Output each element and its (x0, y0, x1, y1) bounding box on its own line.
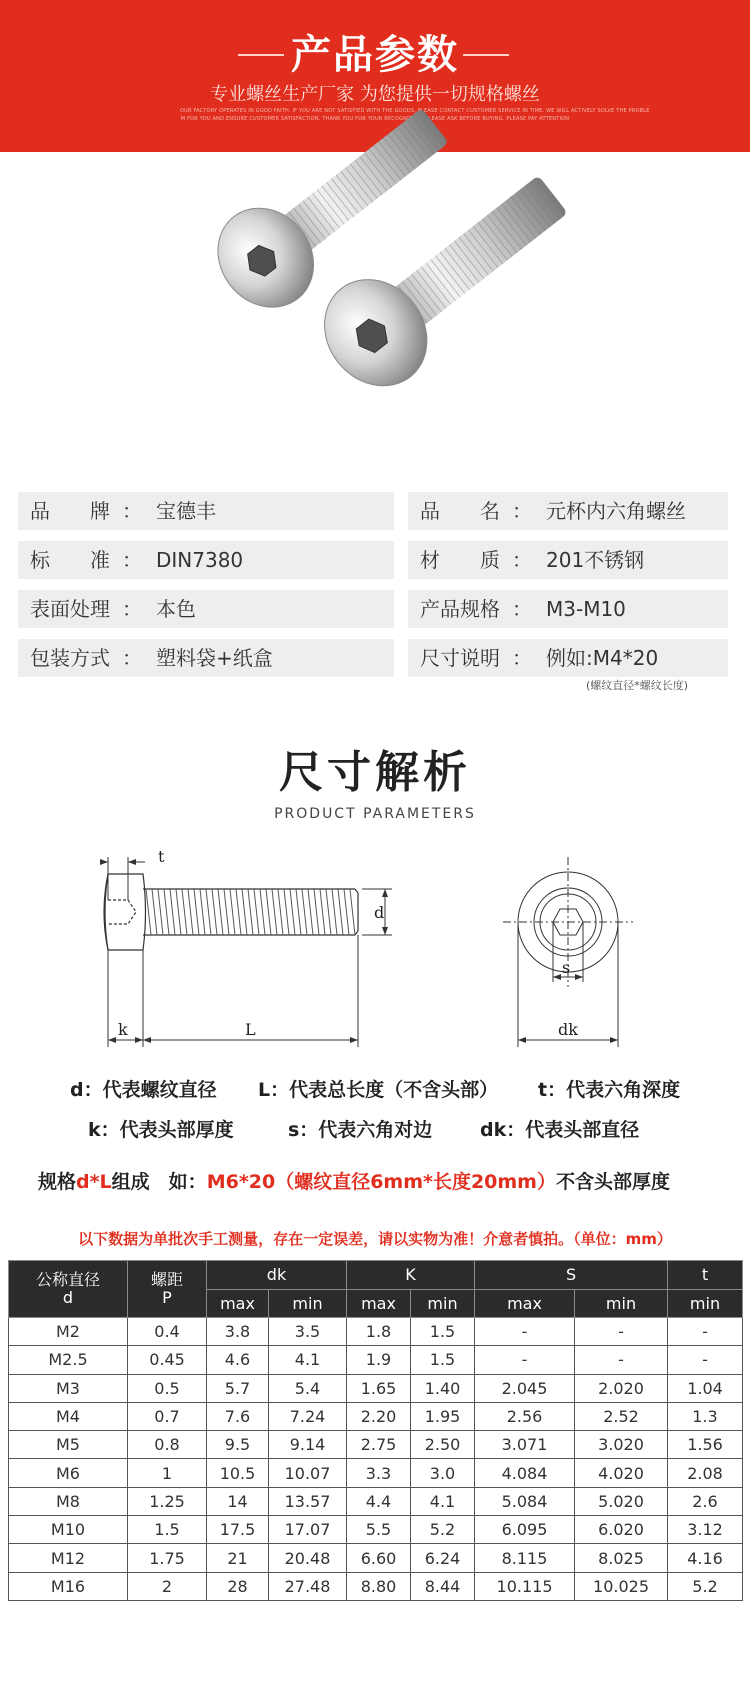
table-cell: 3.8 (207, 1318, 269, 1346)
table-cell: 9.5 (207, 1431, 269, 1459)
spec-material-value: 201不锈钢 (546, 548, 645, 572)
dimension-labels (118, 847, 578, 1039)
table-cell: 2.75 (347, 1431, 411, 1459)
table-cell: 20.48 (269, 1544, 347, 1572)
legend-t: t：代表六角深度 (538, 1079, 681, 1101)
table-row (9, 1516, 743, 1544)
label-dk: dk (558, 1020, 578, 1039)
table-cell: 1.95 (411, 1402, 475, 1430)
table-cell: 5.2 (411, 1516, 475, 1544)
th-s-min: min (575, 1290, 668, 1318)
header-fineprint-1: OUR FACTORY OPERATES IN GOOD FAITH. IF YOU ARE NOT SATISFIED WITH THE GOODS, PLEASE CONTACT CUSTOMER SERVICE IN TIME. WE WILL ACTIVELY SOLVE THE PROBLE (180, 108, 650, 114)
table-cell: 4.16 (668, 1544, 743, 1572)
th-t-min: min (668, 1290, 743, 1318)
title-rule-right (463, 54, 509, 56)
table-cell: 1.5 (411, 1346, 475, 1374)
th-pitch-sub: P (162, 1288, 172, 1307)
table-cell: 4.020 (575, 1459, 668, 1487)
spec-colon: ： (122, 646, 142, 670)
table-row (9, 1318, 743, 1346)
table-cell: 2.020 (575, 1374, 668, 1402)
table-cell: M10 (9, 1516, 128, 1544)
dimension-title: 尺寸解析 (279, 747, 471, 798)
table-cell: 1.8 (347, 1318, 411, 1346)
th-dk-min: min (269, 1290, 347, 1318)
table-cell: - (475, 1318, 575, 1346)
th-t: t (668, 1261, 743, 1290)
legend-k: k：代表头部厚度 (88, 1119, 234, 1141)
product-photo (190, 175, 570, 440)
spec-colon: ： (122, 597, 142, 621)
th-s-max: max (475, 1290, 575, 1318)
title-rule-left (238, 54, 284, 56)
table-cell: 3.5 (269, 1318, 347, 1346)
table-cell: - (475, 1346, 575, 1374)
table-cell: 2.045 (475, 1374, 575, 1402)
spec-colon: ： (512, 499, 532, 523)
table-cell: 10.5 (207, 1459, 269, 1487)
spec-size-desc-value: 例如:M4*20 (546, 646, 659, 670)
table-cell: 10.115 (475, 1572, 575, 1600)
legend-row-2 (0, 1115, 750, 1139)
table-row (9, 1459, 743, 1487)
table-cell: 2.20 (347, 1402, 411, 1430)
table-cell: M3 (9, 1374, 128, 1402)
table-cell: 1.65 (347, 1374, 411, 1402)
header-title-row (0, 30, 750, 80)
table-cell: M6 (9, 1459, 128, 1487)
spec-size-range-label: 产品规格 (420, 597, 500, 621)
table-cell: 14 (207, 1487, 269, 1515)
dimension-subtitle: PRODUCT PARAMETERS (274, 806, 476, 822)
table-cell: - (668, 1346, 743, 1374)
table-row (9, 1572, 743, 1600)
legend-d: d：代表螺纹直径 (70, 1079, 217, 1101)
spec-surface-value: 本色 (156, 597, 196, 621)
table-cell: 1.5 (411, 1318, 475, 1346)
spec-standard-value: DIN7380 (156, 548, 244, 572)
th-k-min: min (411, 1290, 475, 1318)
th-dk-max: max (207, 1290, 269, 1318)
label-t: t (158, 847, 165, 866)
spec-name-label: 品 名 (420, 499, 500, 523)
spec-material-label: 材 质 (420, 548, 500, 572)
format-example-value: M6*20（螺纹直径6mm*长度20mm） (206, 1171, 556, 1193)
table-cell: 6.60 (347, 1544, 411, 1572)
table-cell: 10.025 (575, 1572, 668, 1600)
table-cell: 2 (128, 1572, 207, 1600)
table-cell: 2.6 (668, 1487, 743, 1515)
page-title: 产品参数 (291, 32, 459, 78)
th-pitch (128, 1261, 207, 1318)
th-nominal (9, 1261, 128, 1318)
spec-size-desc-label: 尺寸说明 (420, 646, 500, 670)
dimension-drawing (0, 847, 750, 1062)
legend-row-1 (0, 1075, 750, 1099)
arrowheads (100, 859, 618, 1043)
spec-name-value: 元杯内六角螺丝 (546, 499, 686, 523)
table-cell: 3.12 (668, 1516, 743, 1544)
table-cell: 4.1 (269, 1346, 347, 1374)
table-cell: 3.3 (347, 1459, 411, 1487)
table-cell: 3.020 (575, 1431, 668, 1459)
table-cell: 8.115 (475, 1544, 575, 1572)
table-cell: 1.3 (668, 1402, 743, 1430)
side-view (104, 874, 358, 950)
table-row (9, 1544, 743, 1572)
table-cell: 1.5 (128, 1516, 207, 1544)
legend-L: L：代表总长度（不含头部） (258, 1079, 499, 1101)
table-cell: 1.40 (411, 1374, 475, 1402)
spec-size-range (408, 590, 728, 628)
table-cell: 21 (207, 1544, 269, 1572)
spec-surface (18, 590, 394, 628)
label-d: d (374, 903, 385, 922)
spec-standard (18, 541, 394, 579)
format-prefix: 规格 (38, 1171, 77, 1193)
spec-brand-value: 宝德丰 (156, 499, 216, 523)
table-row (9, 1374, 743, 1402)
table-cell: 8.80 (347, 1572, 411, 1600)
table-cell: M12 (9, 1544, 128, 1572)
label-k: k (118, 1020, 128, 1039)
measurement-warning: 以下数据为单批次手工测量，存在一定误差，请以实物为准！介意者慎拍。（单位：mm） (78, 1230, 672, 1248)
table-row (9, 1402, 743, 1430)
table-cell: 4.084 (475, 1459, 575, 1487)
format-dl: d*L (76, 1171, 112, 1193)
th-dk: dk (207, 1261, 347, 1290)
table-cell: 10.07 (269, 1459, 347, 1487)
spec-standard-label: 标 准 (30, 548, 110, 572)
table-cell: 2.52 (575, 1402, 668, 1430)
table-cell: 27.48 (269, 1572, 347, 1600)
table-cell: - (575, 1318, 668, 1346)
spec-surface-label: 表面处理 (30, 597, 110, 621)
table-cell: M8 (9, 1487, 128, 1515)
table-cell: 17.07 (269, 1516, 347, 1544)
table-cell: M5 (9, 1431, 128, 1459)
table-cell: 6.020 (575, 1516, 668, 1544)
table-cell: 1 (128, 1459, 207, 1487)
format-suffix: 不含头部厚度 (555, 1171, 670, 1193)
th-nominal-sub: d (62, 1288, 74, 1307)
table-cell: - (668, 1318, 743, 1346)
spec-packaging (18, 639, 394, 677)
table-cell: 0.45 (128, 1346, 207, 1374)
table-cell: 4.1 (411, 1487, 475, 1515)
th-pitch-label: 螺距 (150, 1270, 183, 1289)
spec-size-desc-note: (螺纹直径*螺纹长度) (586, 679, 689, 692)
table-row (9, 1346, 743, 1374)
spec-colon: ： (512, 646, 532, 670)
table-cell: M16 (9, 1572, 128, 1600)
table-cell: 6.24 (411, 1544, 475, 1572)
spec-colon: ： (122, 499, 142, 523)
th-k: K (347, 1261, 475, 1290)
table-cell: 1.25 (128, 1487, 207, 1515)
table-cell: 0.5 (128, 1374, 207, 1402)
th-s: S (475, 1261, 668, 1290)
table-header-row-1 (9, 1261, 743, 1290)
table-row (9, 1487, 743, 1515)
table-cell: 1.56 (668, 1431, 743, 1459)
legend-dk: dk：代表头部直径 (480, 1119, 640, 1141)
spec-colon: ： (512, 597, 532, 621)
spec-brand (18, 492, 394, 530)
label-L: L (245, 1020, 256, 1039)
legend-s: s：代表六角对边 (288, 1119, 433, 1141)
table-cell: 2.08 (668, 1459, 743, 1487)
table-cell: 2.50 (411, 1431, 475, 1459)
table-cell: 0.7 (128, 1402, 207, 1430)
table-cell: 1.9 (347, 1346, 411, 1374)
format-mid: 组成 如： (111, 1171, 207, 1193)
table-cell: M2 (9, 1318, 128, 1346)
table-cell: M4 (9, 1402, 128, 1430)
table-cell: 0.8 (128, 1431, 207, 1459)
table-cell: 4.6 (207, 1346, 269, 1374)
spec-brand-label: 品 牌 (30, 499, 110, 523)
spec-name (408, 492, 728, 530)
table-cell: 1.75 (128, 1544, 207, 1572)
table-cell: 5.084 (475, 1487, 575, 1515)
table-cell: 5.4 (269, 1374, 347, 1402)
spec-packaging-value: 塑料袋+纸盒 (156, 646, 273, 670)
th-k-max: max (347, 1290, 411, 1318)
table-cell: 8.025 (575, 1544, 668, 1572)
format-example (38, 1167, 670, 1194)
label-s: s (562, 958, 571, 977)
size-table (8, 1260, 743, 1601)
spec-size-range-value: M3-M10 (546, 597, 626, 621)
table-cell: 9.14 (269, 1431, 347, 1459)
header-subtitle: 专业螺丝生产厂家 为您提供一切规格螺丝 (210, 84, 540, 105)
table-cell: 5.7 (207, 1374, 269, 1402)
table-cell: 5.5 (347, 1516, 411, 1544)
table-cell: 7.6 (207, 1402, 269, 1430)
spec-colon: ： (122, 548, 142, 572)
table-cell: 13.57 (269, 1487, 347, 1515)
table-cell: 4.4 (347, 1487, 411, 1515)
table-cell: M2.5 (9, 1346, 128, 1374)
table-cell: 3.071 (475, 1431, 575, 1459)
table-cell: 2.56 (475, 1402, 575, 1430)
table-cell: 3.0 (411, 1459, 475, 1487)
th-nominal-label: 公称直径 (35, 1270, 100, 1289)
thread-lines (146, 889, 355, 935)
table-cell: 5.020 (575, 1487, 668, 1515)
table-cell: 17.5 (207, 1516, 269, 1544)
table-cell: 28 (207, 1572, 269, 1600)
header-banner (0, 0, 750, 152)
table-cell: 6.095 (475, 1516, 575, 1544)
header-fineprint-2: M FOR YOU AND ENSURE CUSTOMER SATISFACTION. THANK YOU FOR YOUR RECOGNITION. PLEASE ASK BEFORE BUYING. PLEASE PAY ATTENTION (180, 116, 570, 122)
spec-colon: ： (512, 548, 532, 572)
table-cell: 5.2 (668, 1572, 743, 1600)
table-body (9, 1318, 743, 1601)
spec-size-desc (408, 639, 728, 677)
table-cell: - (575, 1346, 668, 1374)
table-row (9, 1431, 743, 1459)
table-cell: 1.04 (668, 1374, 743, 1402)
table-cell: 0.4 (128, 1318, 207, 1346)
table-cell: 8.44 (411, 1572, 475, 1600)
table-cell: 7.24 (269, 1402, 347, 1430)
spec-material (408, 541, 728, 579)
dimension-lines (100, 857, 633, 1047)
spec-packaging-label: 包装方式 (30, 646, 110, 670)
